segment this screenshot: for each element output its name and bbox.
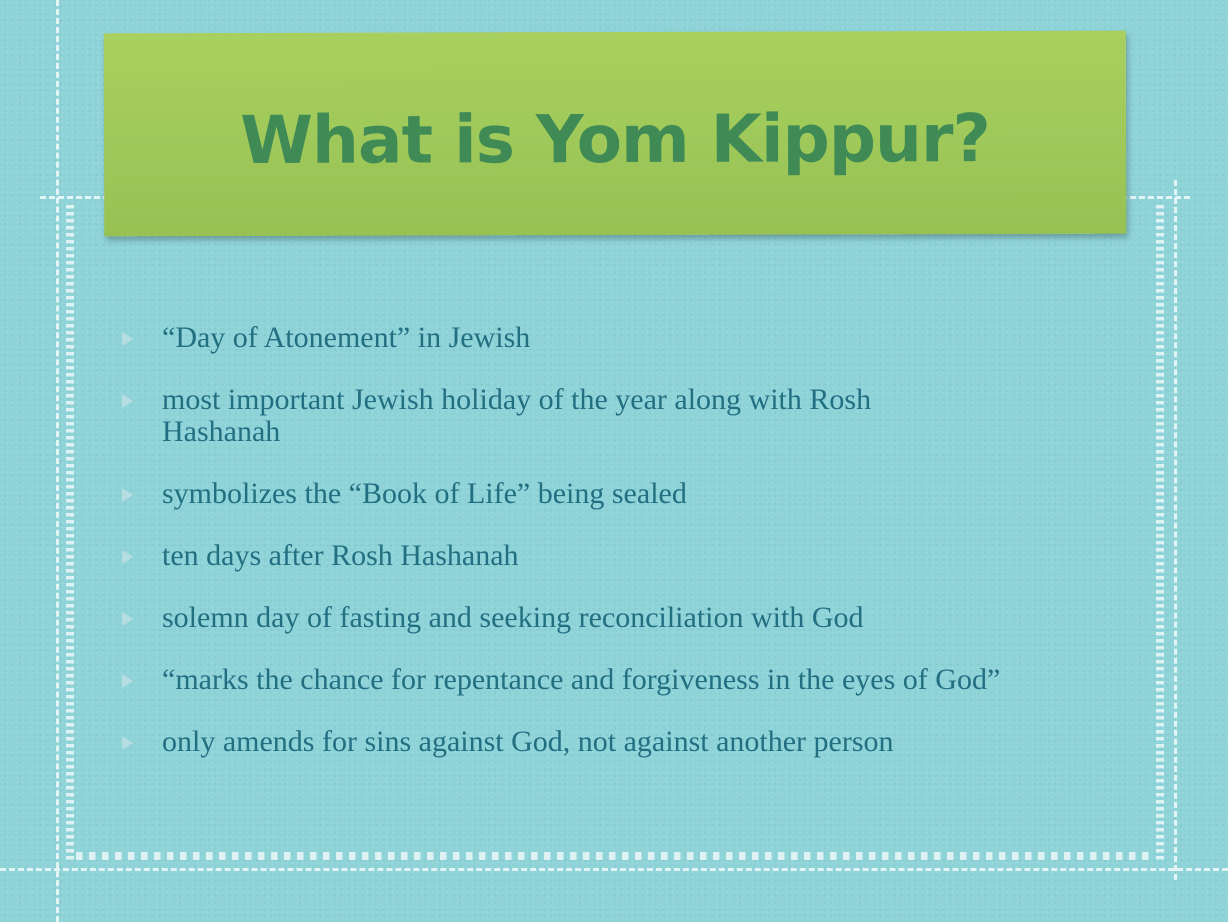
triangle-bullet-icon [122,488,133,502]
list-item [120,726,1130,758]
arrow-border-right [1156,205,1164,860]
stitch-right [1174,180,1177,880]
slide-title: What is Yom Kippur? [240,100,990,179]
title-banner [104,31,1127,237]
bullet-list [120,322,1130,788]
bullet-text: solemn day of fasting and seeking reconciliation with God [162,601,864,634]
triangle-bullet-icon [122,736,133,750]
list-item [120,478,1130,510]
triangle-bullet-icon [122,674,133,688]
bullet-text: “Day of Atonement” in Jewish [162,321,531,354]
list-item [120,540,1130,572]
triangle-bullet-icon [122,550,133,564]
list-item [120,602,1130,634]
bullet-text: ten days after Rosh Hashanah [162,539,519,572]
triangle-bullet-icon [122,612,133,626]
arrow-border-bottom [76,852,1152,860]
arrow-border-left [66,205,74,860]
bullet-text: only amends for sins against God, not against another person [162,725,894,758]
list-item [120,664,1130,696]
bullet-text: symbolizes the “Book of Life” being sealed [162,477,687,510]
triangle-bullet-icon [122,332,133,346]
list-item [120,384,1130,448]
list-item [120,322,1130,354]
stitch-bottom [0,868,1228,871]
stitch-left [56,0,59,922]
bullet-text: “marks the chance for repentance and forgiveness in the eyes of God” [162,663,1001,696]
bullet-text: most important Jewish holiday of the year along with Rosh Hashanah [162,383,872,448]
triangle-bullet-icon [122,394,133,408]
